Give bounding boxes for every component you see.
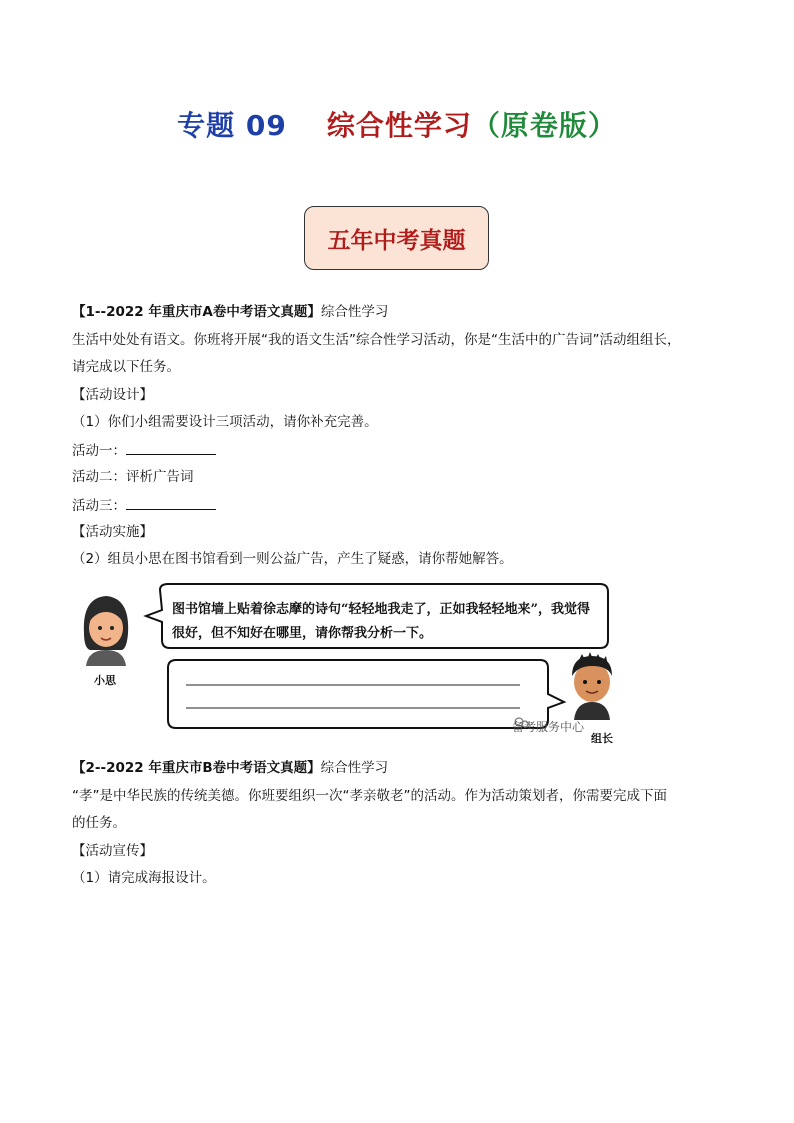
- boy-name-label: 组长: [591, 732, 613, 745]
- q2-task1: （1）请完成海报设计。: [72, 870, 216, 886]
- q1-source: 【1--2022 年重庆市A卷中考语文真题】: [72, 304, 321, 320]
- q2-heading: [72, 758, 388, 778]
- girl-figure-icon: [84, 596, 128, 666]
- q1-activity3: [72, 495, 216, 516]
- q1-intro-line1: 生活中处处有语文。你班将开展“我的语文生活”综合性学习活动，你是“生活中的广告词”活动组组长，: [72, 332, 681, 348]
- girl-name-label: 小思: [94, 674, 116, 687]
- q1-topic: 综合性学习: [320, 304, 389, 320]
- q1-section-design: 【活动设计】: [72, 387, 153, 403]
- speech-bubble-bottom: [168, 660, 564, 728]
- q2-section-promo: 【活动宣传】: [72, 843, 153, 859]
- activity3-blank[interactable]: [126, 495, 216, 510]
- activity3-label: 活动三：: [72, 498, 126, 514]
- title-edition: （原卷版）: [471, 109, 617, 142]
- q1-activity1: [72, 440, 216, 461]
- q1-intro-line2: 请完成以下任务。: [72, 359, 180, 375]
- section-badge: 五年中考真题: [304, 206, 489, 270]
- activity1-label: 活动一：: [72, 443, 126, 459]
- speech-bubble-text: 图书馆墙上贴着徐志摩的诗句“轻轻地我走了，正如我轻轻地来”，我觉得很好，但不知好在哪里，请你帮我分析一下。: [172, 602, 590, 641]
- activity1-blank[interactable]: [126, 440, 216, 455]
- q2-source: 【2--2022 年重庆市B卷中考语文真题】: [72, 760, 321, 776]
- q1-heading: [72, 302, 388, 322]
- watermark-text: 备考服务中心: [512, 720, 585, 734]
- q2-intro-line2: 的任务。: [72, 815, 126, 831]
- title-topic-name: 综合性学习: [326, 109, 472, 142]
- document-title: [0, 104, 794, 144]
- q1-section-implement: 【活动实施】: [72, 524, 153, 540]
- q1-activity2: 活动二：评析广告词: [72, 469, 194, 485]
- q1-task1: （1）你们小组需要设计三项活动，请你补充完善。: [72, 414, 378, 430]
- q1-task2: （2）组员小思在图书馆看到一则公益广告，产生了疑惑，请你帮她解答。: [72, 551, 513, 567]
- q2-intro-line1: “孝”是中华民族的传统美德。你班要组织一次“孝亲敬老”的活动。作为活动策划者，你需要完成下面: [72, 788, 667, 804]
- q2-topic: 综合性学习: [320, 760, 389, 776]
- title-topic-number: 专题 09: [177, 109, 287, 142]
- boy-figure-icon: [572, 652, 612, 720]
